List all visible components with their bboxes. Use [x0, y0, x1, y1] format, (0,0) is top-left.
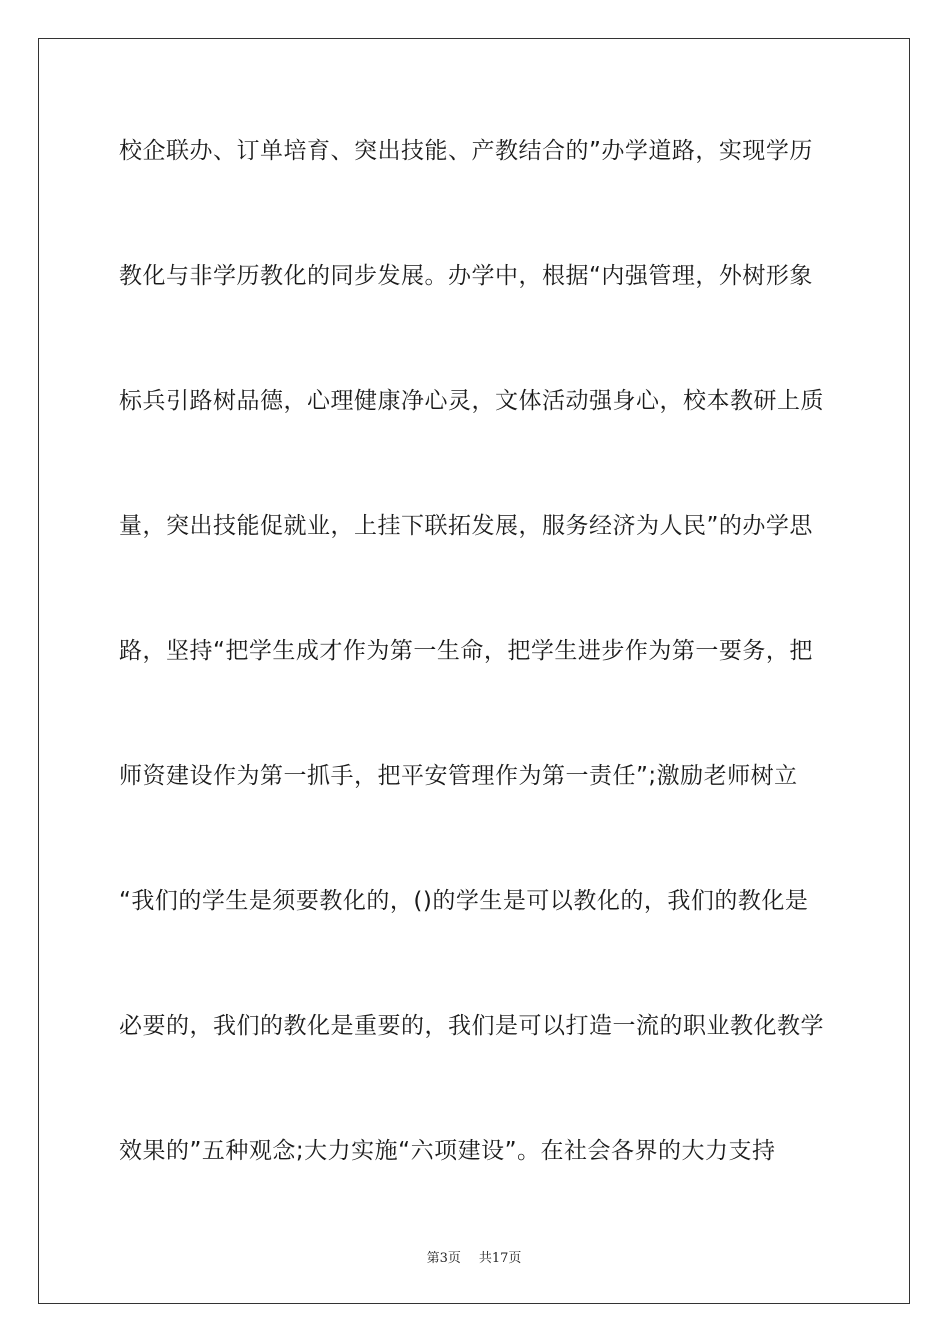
text-line-1: 校企联办、订单培育、突出技能、产教结合的”办学道路，实现学历: [119, 138, 813, 164]
text-line-7: “我们的学生是须要教化的，()的学生是可以教化的，我们的教化是: [119, 888, 809, 914]
page-frame: [38, 38, 910, 1304]
text-line-4: 量，突出技能促就业，上挂下联拓发展，服务经济为人民”的办学思: [119, 513, 813, 539]
text-line-8: 必要的，我们的教化是重要的，我们是可以打造一流的职业教化教学: [119, 1013, 824, 1039]
text-line-6: 师资建设作为第一抓手，把平安管理作为第一责任”;激励老师树立: [119, 763, 798, 789]
text-line-9: 效果的”五种观念;大力实施“六项建设”。在社会各界的大力支持: [119, 1138, 776, 1164]
text-line-2: 教化与非学历教化的同步发展。办学中，根据“内强管理，外树形象: [119, 263, 813, 289]
text-line-5: 路，坚持“把学生成才作为第一生命，把学生进步作为第一要务，把: [119, 638, 813, 664]
text-line-3: 标兵引路树品德，心理健康净心灵，文体活动强身心，校本教研上质: [119, 388, 824, 414]
page-footer: [39, 1247, 909, 1266]
page-total: 共17页: [478, 1251, 522, 1266]
page-number: 第3页: [426, 1251, 461, 1266]
